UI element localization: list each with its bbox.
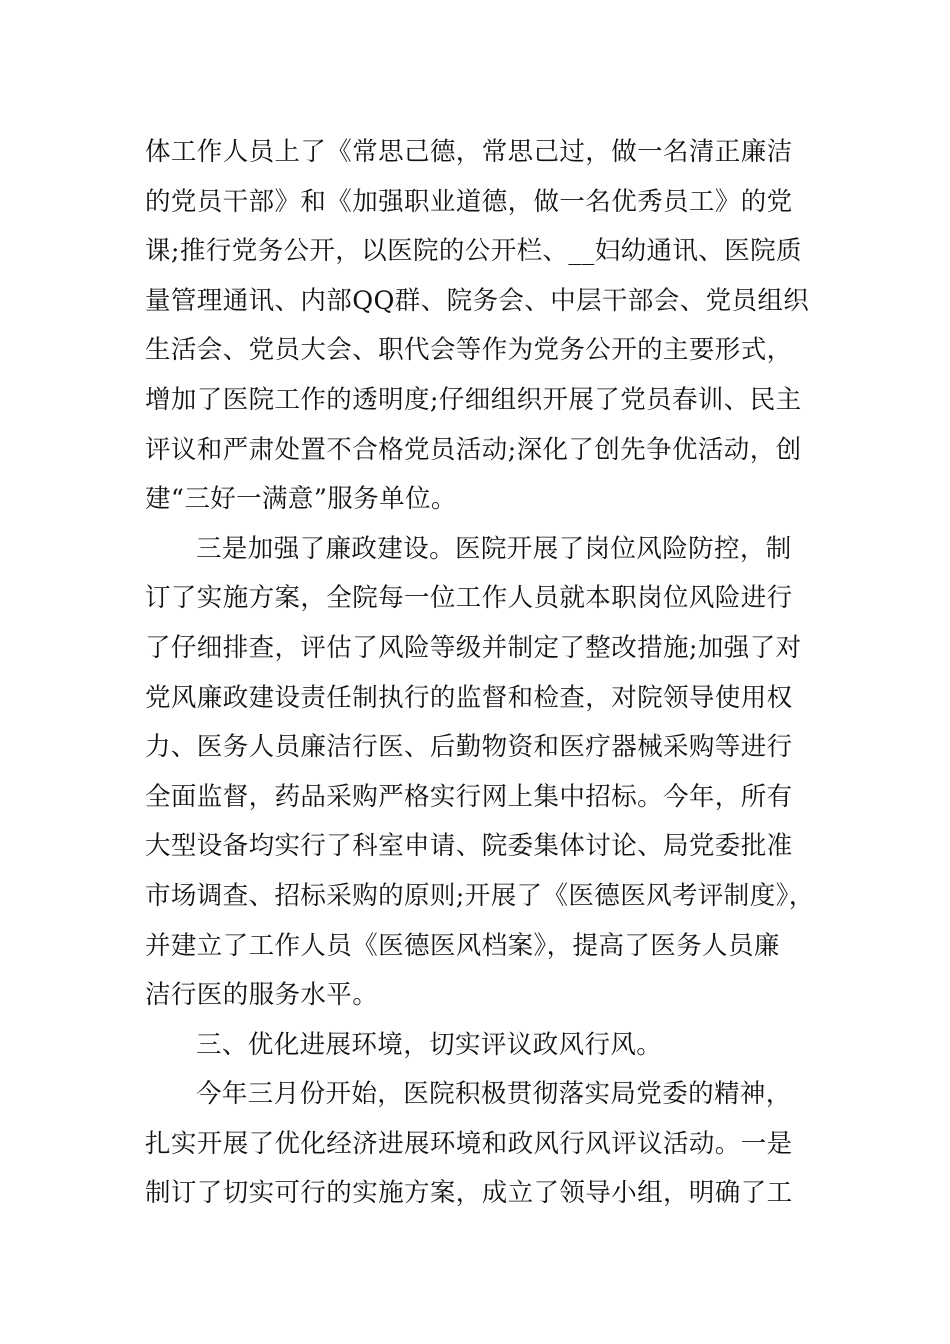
text-line: 全面监督，药品采购严格实行网上集中招标。今年，所有 xyxy=(145,781,793,812)
paragraph-start-line: 三是加强了廉政建设。医院开展了岗位风险防控，制 xyxy=(196,533,792,564)
document-body xyxy=(145,128,825,1219)
text-line: 课;推行党务公开，以医院的公开栏、__妇幼通讯、医院质 xyxy=(145,236,802,267)
text-line: 的党员干部》和《加强职业道德，做一名优秀员工》的党 xyxy=(145,186,793,217)
text-line: 扎实开展了优化经济进展环境和政风行风评议活动。一是 xyxy=(145,1128,793,1159)
text-line: 建“三好一满意”服务单位。 xyxy=(145,484,457,515)
text-line: 订了实施方案，全院每一位工作人员就本职岗位风险进行 xyxy=(145,583,793,614)
text-line: 并建立了工作人员《医德医风档案》，提高了医务人员廉 xyxy=(145,930,780,961)
text-line: 市场调查、招标采购的原则;开展了《医德医风考评制度》， xyxy=(145,880,815,911)
text-line: 增加了医院工作的透明度;仔细组织开展了党员春训、民主 xyxy=(145,384,802,415)
paragraph-start-line: 今年三月份开始，医院积极贯彻落实局党委的精神， xyxy=(196,1079,792,1110)
text-line: 制订了切实可行的实施方案，成立了领导小组，明确了工 xyxy=(145,1178,793,1209)
text-line: 生活会、党员大会、职代会等作为党务公开的主要形式， xyxy=(145,335,793,366)
text-line: 了仔细排查，评估了风险等级并制定了整改措施;加强了对 xyxy=(145,632,802,663)
text-line: 评议和严肃处置不合格党员活动;深化了创先争优活动，创 xyxy=(145,434,802,465)
section-heading: 三、优化进展环境，切实评议政风行风。 xyxy=(196,1029,663,1060)
text-line: 党风廉政建设责任制执行的监督和检查，对院领导使用权 xyxy=(145,682,793,713)
text-line: 体工作人员上了《常思己德，常思己过，做一名清正廉洁 xyxy=(145,137,793,167)
text-line: 力、医务人员廉洁行医、后勤物资和医疗器械采购等进行 xyxy=(145,732,793,763)
text-line: 量管理通讯、内部QQ群、院务会、中层干部会、党员组织 xyxy=(145,285,810,316)
text-line: 洁行医的服务水平。 xyxy=(145,980,379,1011)
text-line: 大型设备均实行了科室申请、院委集体讨论、局党委批准 xyxy=(145,831,793,862)
